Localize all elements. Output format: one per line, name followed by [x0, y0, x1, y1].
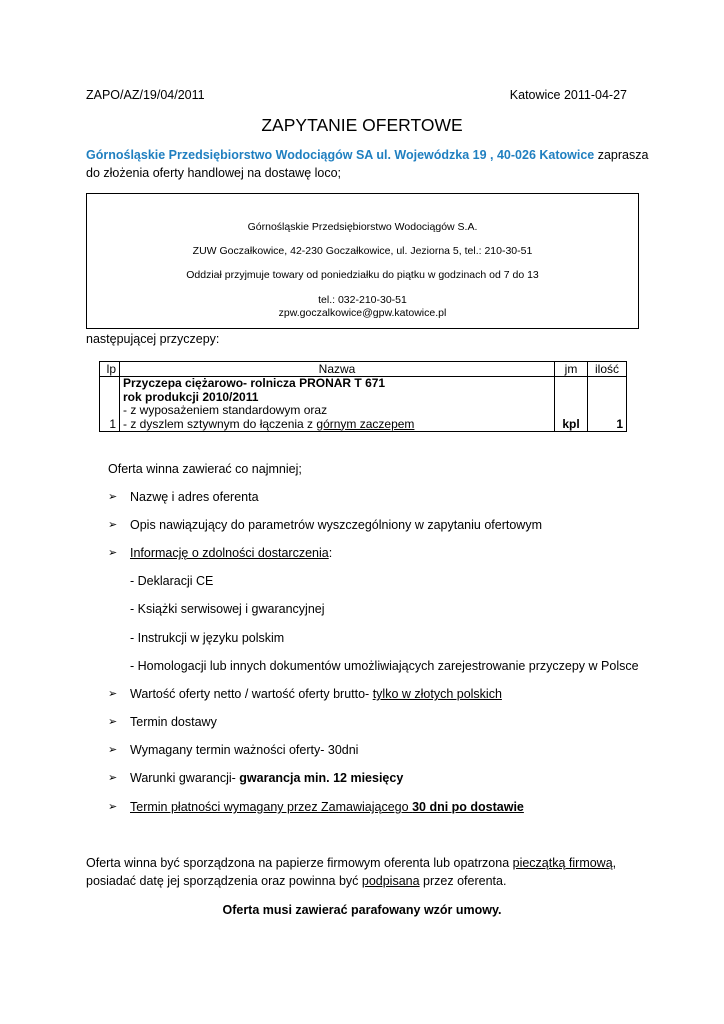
requirement-6: Wymagany termin ważności oferty- 30dni: [130, 743, 359, 757]
row-name: [120, 377, 555, 432]
delivery-address: ZUW Goczałkowice, 42-230 Goczałkowice, ul. Jeziorna 5, tel.: 210-30-51: [192, 245, 533, 257]
requirement-3-text: Informację o zdolności dostarczenia: [130, 546, 329, 560]
requirement-5: Termin dostawy: [130, 715, 217, 729]
document-title: ZAPYTANIE OFERTOWE: [261, 115, 463, 135]
arrowhead-bullet-icon: ➢: [108, 688, 118, 700]
header-qty: ilość: [588, 362, 627, 377]
arrowhead-bullet-icon: ➢: [108, 801, 118, 813]
intro-line-1: [86, 148, 648, 162]
arrowhead-bullet-icon: ➢: [108, 744, 118, 756]
requirement-7: [130, 771, 403, 785]
requirement-8-bold: 30 dni po dostawie: [412, 800, 524, 814]
arrowhead-bullet-icon: ➢: [108, 547, 118, 559]
arrowhead-bullet-icon: ➢: [108, 519, 118, 531]
delivery-hours: Oddział przyjmuje towary od poniedziałku do piątku w godzinach od 7 do 13: [186, 269, 539, 281]
closing-line-2-end: przez oferenta.: [419, 874, 507, 888]
sub-requirement-2: - Książki serwisowej i gwarancyjnej: [130, 602, 325, 616]
delivery-email: zpw.goczalkowice@gpw.katowice.pl: [278, 307, 447, 319]
arrowhead-bullet-icon: ➢: [108, 772, 118, 784]
closing-line-1-text: Oferta winna być sporządzona na papierze firmowym oferenta lub opatrzona: [86, 856, 513, 870]
intro-invite: zaprasza: [594, 148, 649, 162]
sub-requirement-4: - Homologacji lub innych dokumentów umożliwiających zarejestrowanie przyczepy w Polsce: [130, 659, 639, 673]
requirement-4: [130, 687, 502, 701]
row-qty: 1: [588, 377, 627, 432]
delivery-company: Górnośląskie Przedsiębiorstwo Wodociągów S.A.: [247, 221, 478, 233]
requirement-3: [130, 546, 332, 560]
requirement-7-bold: gwarancja min. 12 miesięcy: [239, 771, 404, 785]
closing-line-2-underlined: podpisana: [361, 874, 420, 888]
arrowhead-bullet-icon: ➢: [108, 716, 118, 728]
header-jm: jm: [555, 362, 588, 377]
sub-requirement-1: - Deklaracji CE: [130, 574, 214, 588]
table-row: [100, 377, 627, 432]
requirement-8: [130, 800, 524, 814]
final-note: Oferta musi zawierać parafowany wzór umowy.: [222, 903, 502, 917]
arrowhead-bullet-icon: ➢: [108, 491, 118, 503]
delivery-address-box: [86, 193, 639, 329]
company-name: Górnośląskie Przedsiębiorstwo Wodociągów SA ul. Wojewódzka 19 , 40-026 Katowice: [86, 148, 595, 162]
requirement-7-text: Warunki gwarancji-: [130, 771, 240, 785]
row-lp: 1: [100, 377, 120, 432]
requirement-1: Nazwę i adres oferenta: [130, 490, 259, 504]
delivery-phone: tel.: 032-210-30-51: [318, 294, 407, 306]
requirement-8-text: Termin płatności wymagany przez Zamawiającego: [130, 800, 413, 814]
table-header-row: [100, 362, 627, 377]
item-name-line-1: Przyczepa ciężarowo- rolnicza PRONAR T 671: [123, 376, 386, 390]
item-name-line-4: [123, 418, 551, 432]
sub-requirement-3: - Instrukcji w języku polskim: [130, 631, 285, 645]
closing-line-2: [86, 874, 506, 888]
requirements-heading: Oferta winna zawierać co najmniej;: [108, 462, 302, 476]
closing-line-1: [86, 856, 616, 870]
requirement-4-underlined: tylko w złotych polskich: [372, 687, 502, 701]
intro-line-2: do złożenia oferty handlowej na dostawę loco;: [86, 166, 342, 180]
requirement-4-text: Wartość oferty netto / wartość oferty brutto-: [130, 687, 373, 701]
header-lp: lp: [100, 362, 120, 377]
requirement-2: Opis nawiązujący do parametrów wyszczególniony w zapytaniu ofertowym: [130, 518, 542, 532]
following-label: następującej przyczepy:: [86, 332, 220, 346]
reference-number: ZAPO/AZ/19/04/2011: [86, 88, 205, 102]
closing-line-2-text: posiadać datę jej sporządzenia oraz powinna być: [86, 874, 362, 888]
item-name-line-4-underlined: górnym zaczepem: [316, 416, 415, 431]
requirement-3-colon: :: [328, 546, 333, 560]
closing-line-1-underlined: pieczątką firmową: [512, 856, 613, 870]
item-name-line-4-text: - z dyszlem sztywnym do łączenia z: [123, 416, 317, 431]
item-name-line-3: - z wyposażeniem standardowym oraz: [123, 403, 328, 417]
closing-line-1-end: ,: [612, 856, 617, 870]
items-table: [99, 361, 627, 432]
item-name-line-2: rok produkcji 2010/2011: [123, 389, 259, 404]
header-name: Nazwa: [120, 362, 555, 377]
row-jm: kpl: [555, 377, 588, 432]
place-and-date: Katowice 2011-04-27: [509, 88, 627, 102]
